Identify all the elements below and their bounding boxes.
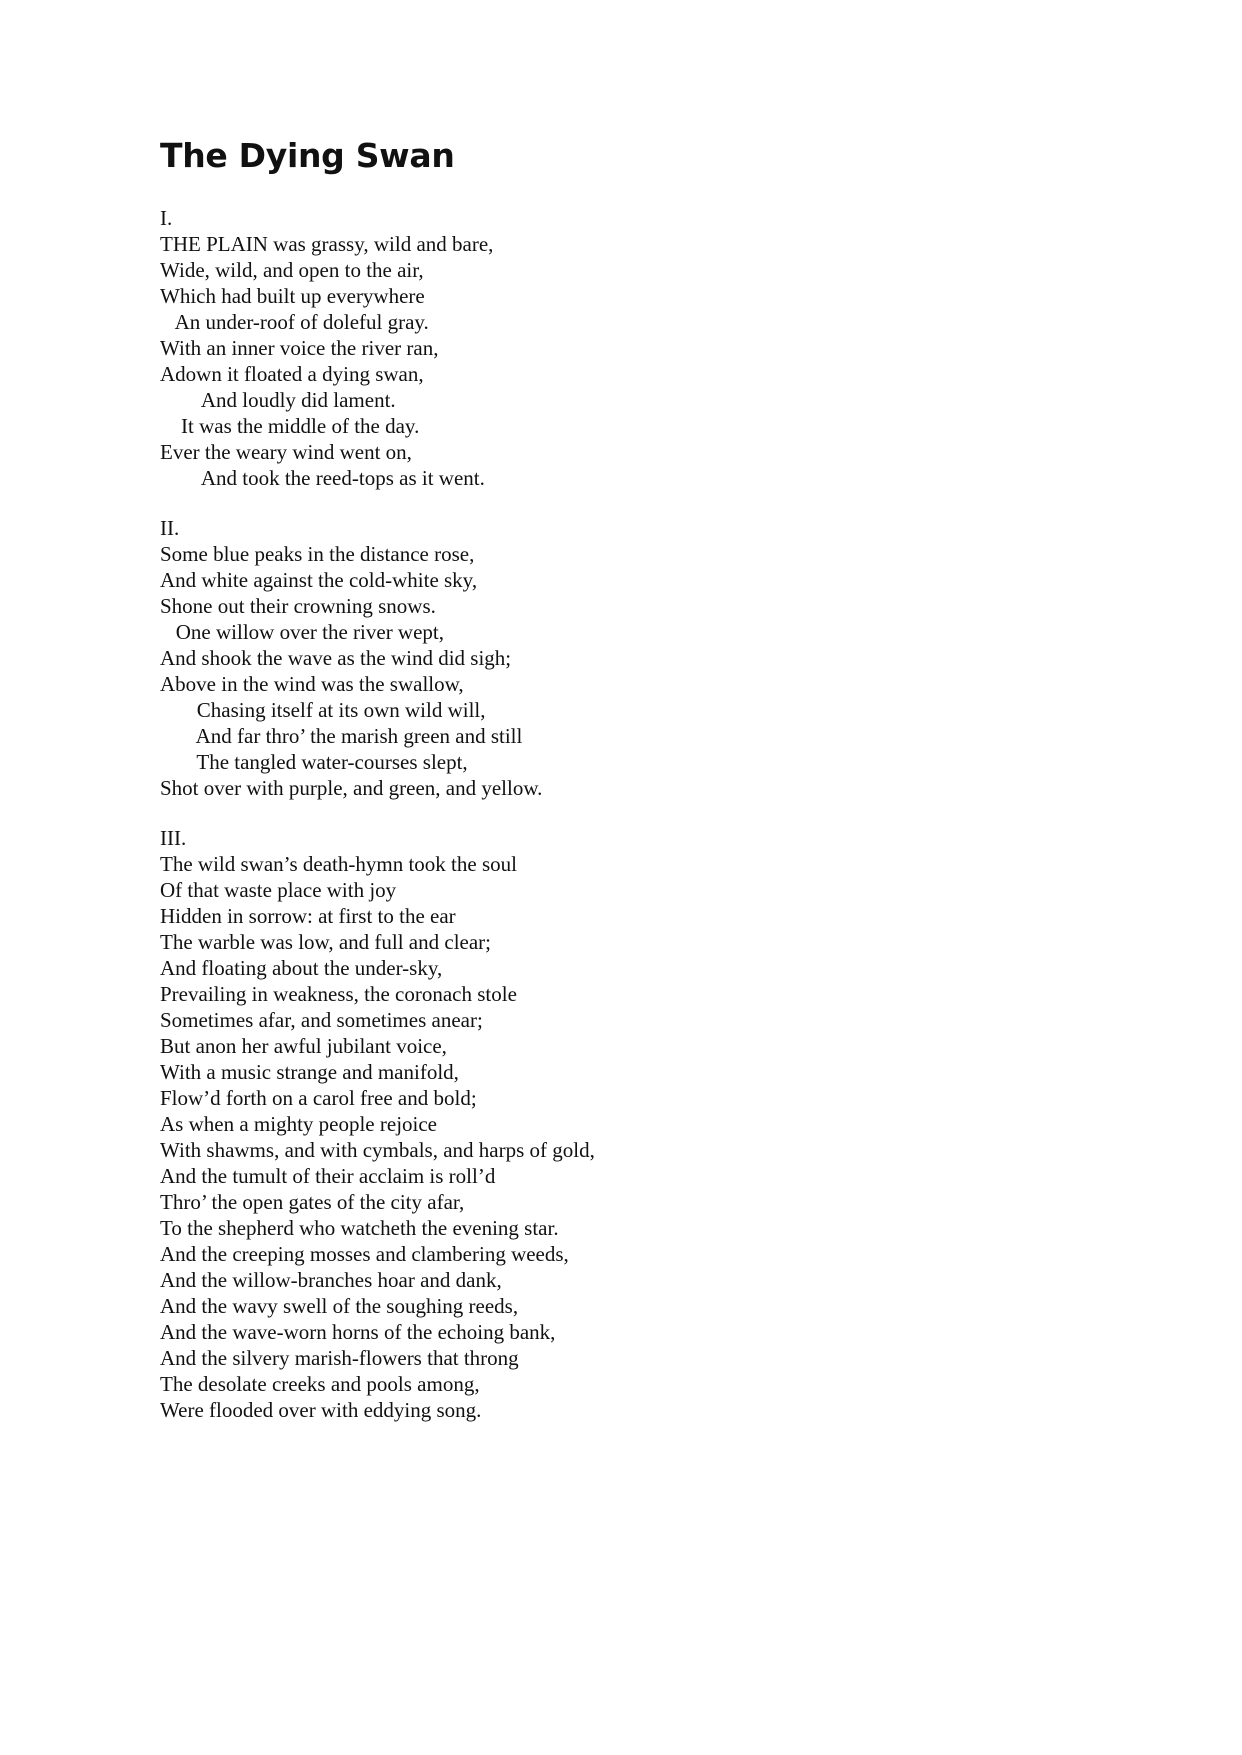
poem-line: The desolate creeks and pools among, [160,1372,480,1396]
poem-title: The Dying Swan [160,136,455,175]
poem-line: Wide, wild, and open to the air, [160,258,424,282]
poem-line: And the tumult of their acclaim is roll’d [160,1164,496,1188]
poem-line: THE PLAIN was grassy, wild and bare, [160,232,494,256]
poem-line: Shot over with purple, and green, and yellow. [160,776,543,800]
stanza-numeral: I. [160,206,173,230]
poem-line: Flow’d forth on a carol free and bold; [160,1086,477,1110]
poem-line: Sometimes afar, and sometimes anear; [160,1008,483,1032]
poem-line: As when a mighty people rejoice [160,1112,437,1136]
stanza-numeral: III. [160,826,187,850]
poem-line: Were flooded over with eddying song. [160,1398,482,1422]
poem-line: And the willow-branches hoar and dank, [160,1268,502,1292]
poem-line: Ever the weary wind went on, [160,440,412,464]
poem-line: Hidden in sorrow: at first to the ear [160,904,456,928]
poem-line: An under-roof of doleful gray. [160,310,429,334]
poem-line: And took the reed-tops as it went. [160,466,485,490]
poem-line: And the creeping mosses and clambering weeds, [160,1242,569,1266]
poem-line: Prevailing in weakness, the coronach stole [160,982,517,1006]
poem-line: With shawms, and with cymbals, and harps of gold, [160,1138,595,1162]
poem-line: The warble was low, and full and clear; [160,930,492,954]
poem-line: The wild swan’s death-hymn took the soul [160,852,517,876]
stanza-3 [160,825,595,1423]
poem-line: With an inner voice the river ran, [160,336,439,360]
poem-line: Some blue peaks in the distance rose, [160,542,475,566]
poem-line: And loudly did lament. [160,388,396,412]
stanza-1 [160,205,493,491]
poem-line: One willow over the river wept, [160,620,445,644]
poem-line: Above in the wind was the swallow, [160,672,464,696]
poem-line: And shook the wave as the wind did sigh; [160,646,512,670]
stanza-numeral: II. [160,516,180,540]
poem-line: But anon her awful jubilant voice, [160,1034,447,1058]
poem-line: Chasing itself at its own wild will, [160,698,486,722]
poem-line: And the wave-worn horns of the echoing bank, [160,1320,556,1344]
poem-line: And far thro’ the marish green and still [160,724,523,748]
poem-line: It was the middle of the day. [160,414,420,438]
poem-line: Shone out their crowning snows. [160,594,436,618]
poem-line: And the silvery marish-flowers that throng [160,1346,519,1370]
poem-line: Which had built up everywhere [160,284,425,308]
poem-line: The tangled water-courses slept, [160,750,468,774]
stanza-2 [160,515,542,801]
poem-line: Adown it floated a dying swan, [160,362,424,386]
poem-line: Thro’ the open gates of the city afar, [160,1190,465,1214]
poem-line: With a music strange and manifold, [160,1060,459,1084]
poem-line: To the shepherd who watcheth the evening star. [160,1216,559,1240]
poem-line: Of that waste place with joy [160,878,397,902]
poem-line: And floating about the under-sky, [160,956,443,980]
poem-line: And the wavy swell of the soughing reeds, [160,1294,519,1318]
poem-line: And white against the cold-white sky, [160,568,478,592]
